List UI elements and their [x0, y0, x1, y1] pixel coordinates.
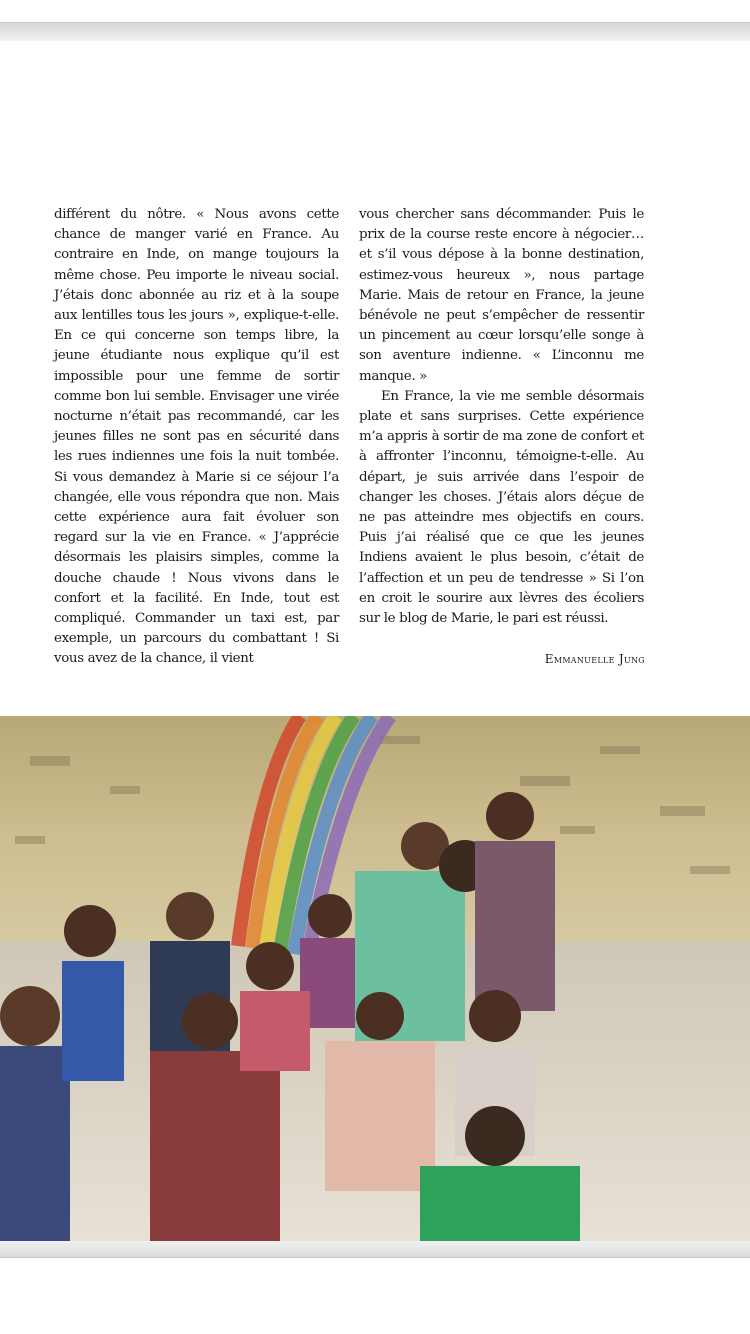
- article-paragraph: vous chercher sans décommander. Puis le prix de la course reste encore à négocier… et s’il vous dépose à la bonne destination, estimez-vous heureux », nous partage Marie. Mais de retour en France, la jeune bénévole ne peut s’empêcher de ressentir un pincement au cœur lorsqu’elle songe à son aventure indienne. « L’inconnu me manque. »: [359, 207, 644, 384]
- article-paragraph: différent du nôtre. « Nous avons cette chance de manger varié en France. Au contraire en Inde, on mange toujours la même chose. Peu importe le niveau social. J’étais donc abonnée au riz et à la soupe aux lentilles tous les jours », explique-t-elle. En ce qui concerne son temps libre, la jeune étudiante nous explique qu’il est impossible pour une femme de sortir comme bon lui semble. Envisager une virée nocturne n’était pas recommandé, car les jeunes filles ne sont pas en sécurité dans les rues indiennes une fois la nuit tombée. Si vous demandez à Marie si ce séjour l’a changée, elle vous répondra que non. Mais cette expérience aura fait évoluer son regard sur la vie en France. « J’apprécie désormais les plaisirs simples, comme la douche chaude ! Nous vivons dans le confort et la facilité. En Inde, tout est compliqué. Commander un taxi est, par exemple, un parcours du combattant ! Si vous avez de la chance, il vient: [54, 207, 339, 667]
- article-paragraph: En France, la vie me semble désormais plate et sans surprises. Cette expérience m’a appris à sortir de ma zone de confort et à affronter l’inconnu, témoigne-t-elle. Au départ, je suis arrivée dans l’espoir de changer les choses. J’étais alors déçue de ne pas atteindre mes objectifs en cours. Puis j’ai réalisé que ce que les jeunes Indiens avaient le plus besoin, c’était de l’affection et un peu de tendresse » Si l’on en croit le sourire aux lèvres des écoliers sur le blog de Marie, le pari est réussi.: [359, 388, 644, 627]
- reader-bottom-toolbar: [0, 1241, 750, 1258]
- article-photo: [0, 716, 750, 1241]
- article-column-right: [359, 205, 644, 629]
- article-column-left: [54, 205, 339, 670]
- group-photo-image: [0, 716, 750, 1241]
- article-byline: Emmanuelle Jung: [544, 652, 645, 666]
- reader-top-toolbar: [0, 22, 750, 41]
